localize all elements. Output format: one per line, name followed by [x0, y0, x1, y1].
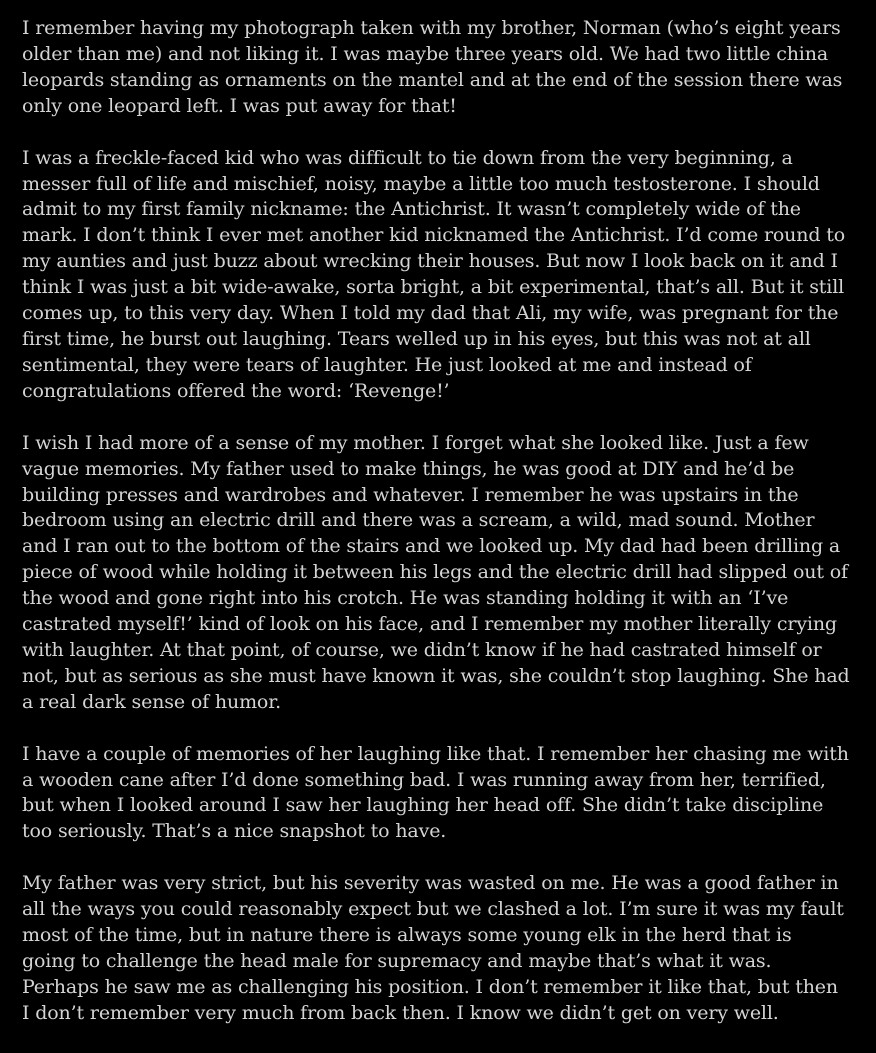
- paragraph: I was a freckle-faced kid who was difficult to tie down from the very beginning, a messer full of life and mischief, noisy, maybe a little too much testosterone. I should admit to my first family nickname: the Antichrist. It wasn’t completely wide of the mark. I don’t think I ever met another kid nicknamed the Antichrist. I’d come round to my aunties and just buzz about wrecking their houses. But now I look back on it and I think I was just a bit wide-awake, sorta bright, a bit experimental, that’s all. But it still comes up, to this very day. When I told my dad that Ali, my wife, was pregnant for the first time, he burst out laughing. Tears welled up in his eyes, but this was not at all sentimental, they were tears of laughter. He just looked at me and instead of congratulations offered the word: ‘Revenge!’: [22, 146, 846, 402]
- paragraph: I remember having my photograph taken with my brother, Norman (who’s eight years older than me) and not liking it. I was maybe three years old. We had two little china leopards standing as ornaments on the mantel and at the end of the session there was only one leopard left. I was put away for that!: [22, 17, 843, 117]
- paragraph: I wish I had more of a sense of my mother. I forget what she looked like. Just a few vague memories. My father used to make things, he was good at DIY and he’d be building presses and wardrobes and whatever. I remember he was upstairs in the bedroom using an electric drill and there was a scream, a wild, mad sound. Mother and I ran out to the bottom of the stairs and we looked up. My dad had been drilling a piece of wood while holding it between his legs and the electric drill had slipped out of the wood and gone right into his crotch. He was standing holding it with an ‘I’ve castrated myself!’ kind of look on his face, and I remember my mother literally crying with laughter. At that point, of course, we didn’t know if he had castrated himself or not, but as serious as she must have known it was, she couldn’t stop laughing. She had a real dark sense of humor.: [22, 431, 850, 713]
- reader-page: [22, 16, 850, 1053]
- paragraph: I have a couple of memories of her laughing like that. I remember her chasing me with a wooden cane after I’d done something bad. I was running away from her, terrified, but when I looked around I saw her laughing her head off. She didn’t take discipline too seriously. That’s a nice snapshot to have.: [22, 742, 849, 843]
- paragraph: My father was very strict, but his severity was wasted on me. He was a good father in all the ways you could reasonably expect but we clashed a lot. I’m sure it was my fault most of the time, but in nature there is always some young elk in the herd that is going to challenge the head male for supremacy and maybe that’s what it was. Perhaps he saw me as challenging his position. I don’t remember it like that, but then I don’t remember very much from back then. I know we didn’t get on very well.: [22, 872, 844, 1024]
